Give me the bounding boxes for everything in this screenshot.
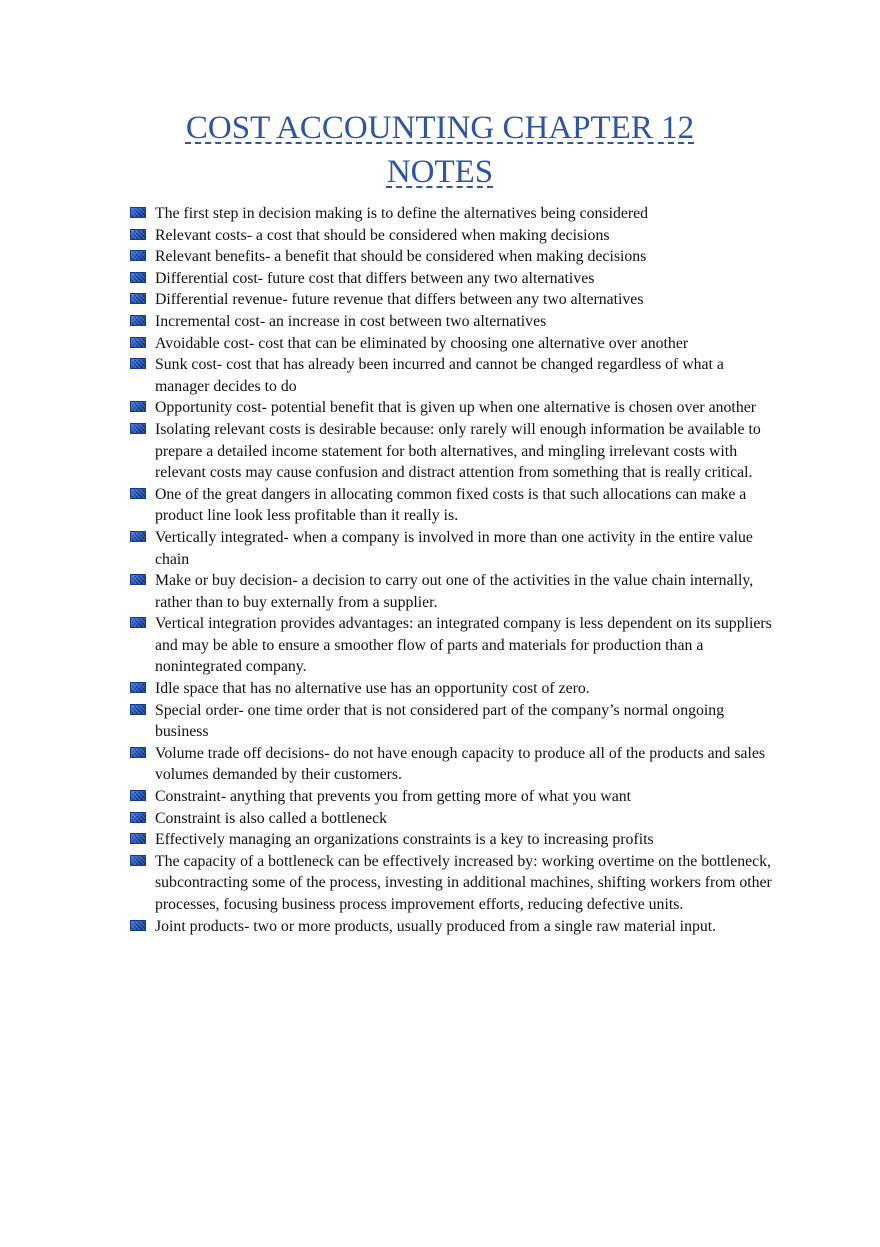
notes-list	[130, 203, 780, 937]
note-item	[130, 678, 780, 700]
note-item	[130, 829, 780, 851]
blue-square-bullet-icon	[130, 293, 146, 304]
note-item	[130, 916, 780, 938]
note-text: Constraint- anything that prevents you from getting more of what you want	[155, 788, 632, 806]
note-item	[130, 419, 780, 484]
blue-square-bullet-icon	[130, 272, 146, 283]
page-title	[100, 106, 780, 194]
note-text: Special order- one time order that is not considered part of the company’s normal ongoing business	[155, 701, 725, 741]
title-line-2: NOTES	[386, 154, 494, 190]
blue-square-bullet-icon	[130, 812, 146, 823]
note-item	[130, 613, 780, 678]
blue-square-bullet-icon	[130, 401, 146, 412]
note-text: Joint products- two or more products, usually produced from a single raw material input.	[155, 917, 717, 935]
note-item	[130, 743, 780, 786]
blue-square-bullet-icon	[130, 358, 146, 369]
note-item	[130, 786, 780, 808]
note-text: Opportunity cost- potential benefit that is given up when one alternative is chosen over another	[155, 399, 756, 417]
blue-square-bullet-icon	[130, 682, 146, 693]
note-item	[130, 225, 780, 247]
note-text: The capacity of a bottleneck can be effectively increased by: working overtime on the bottleneck, subcontracting some of the process, investing in additional machines, shifting workers from other processes, focusing business process improvement efforts, reducing defective units.	[155, 852, 772, 913]
blue-square-bullet-icon	[130, 531, 146, 542]
note-text: One of the great dangers in allocating common fixed costs is that such allocations can make a product line look less profitable than it really is.	[155, 485, 747, 525]
note-text: Volume trade off decisions- do not have enough capacity to produce all of the products and sales volumes demanded by their customers.	[155, 744, 766, 784]
note-text: Make or buy decision- a decision to carry out one of the activities in the value chain internally, rather than to buy externally from a supplier.	[155, 572, 754, 611]
note-item	[130, 289, 780, 311]
note-item	[130, 203, 780, 225]
note-text: Incremental cost- an increase in cost between two alternatives	[155, 312, 547, 330]
blue-square-bullet-icon	[130, 315, 146, 326]
note-text: Effectively managing an organizations constraints is a key to increasing profits	[155, 831, 654, 849]
note-text: The first step in decision making is to define the alternatives being considered	[155, 205, 649, 222]
blue-square-bullet-icon	[130, 207, 146, 218]
note-item	[130, 700, 780, 743]
note-text: Avoidable cost- cost that can be eliminated by choosing one alternative over another	[155, 334, 689, 352]
blue-square-bullet-icon	[130, 488, 146, 499]
note-text: Constraint is also called a bottleneck	[155, 809, 388, 827]
note-text: Differential cost- future cost that differs between any two alternatives	[155, 269, 595, 287]
blue-square-bullet-icon	[130, 229, 146, 240]
note-item	[130, 570, 780, 613]
blue-square-bullet-icon	[130, 790, 146, 801]
note-item	[130, 484, 780, 527]
note-item	[130, 333, 780, 355]
note-item	[130, 397, 780, 419]
note-item	[130, 354, 780, 397]
note-text: Vertical integration provides advantages: an integrated company is less dependent on its suppliers and may be able to ensure a smoother flow of parts and materials for production than a nonintegrated company.	[155, 615, 772, 676]
blue-square-bullet-icon	[130, 855, 146, 866]
note-item	[130, 527, 780, 570]
blue-square-bullet-icon	[130, 423, 146, 434]
note-item	[130, 268, 780, 290]
note-item	[130, 311, 780, 333]
blue-square-bullet-icon	[130, 704, 146, 715]
note-text: Idle space that has no alternative use has an opportunity cost of zero.	[155, 680, 590, 698]
note-item	[130, 808, 780, 830]
blue-square-bullet-icon	[130, 337, 146, 348]
blue-square-bullet-icon	[130, 250, 146, 261]
blue-square-bullet-icon	[130, 833, 146, 844]
title-line-1: COST ACCOUNTING CHAPTER 12	[185, 110, 695, 146]
note-text: Vertically integrated- when a company is involved in more than one activity in the entire value chain	[155, 528, 753, 568]
note-text: Differential revenue- future revenue that differs between any two alternatives	[155, 291, 644, 309]
note-text: Isolating relevant costs is desirable because: only rarely will enough information be available to prepare a detailed income statement for both alternatives, and mingling irrelevant costs with relevant costs may cause confusion and distract attention from something that is really critical.	[155, 420, 761, 482]
note-item	[130, 246, 780, 268]
note-text: Relevant costs- a cost that should be considered when making decisions	[155, 226, 610, 244]
blue-square-bullet-icon	[130, 747, 146, 758]
blue-square-bullet-icon	[130, 920, 146, 931]
note-item	[130, 851, 780, 916]
note-text: Relevant benefits- a benefit that should be considered when making decisions	[155, 248, 647, 266]
blue-square-bullet-icon	[130, 617, 146, 628]
blue-square-bullet-icon	[130, 574, 146, 585]
note-text: Sunk cost- cost that has already been incurred and cannot be changed regardless of what a manager decides to do	[155, 356, 724, 395]
